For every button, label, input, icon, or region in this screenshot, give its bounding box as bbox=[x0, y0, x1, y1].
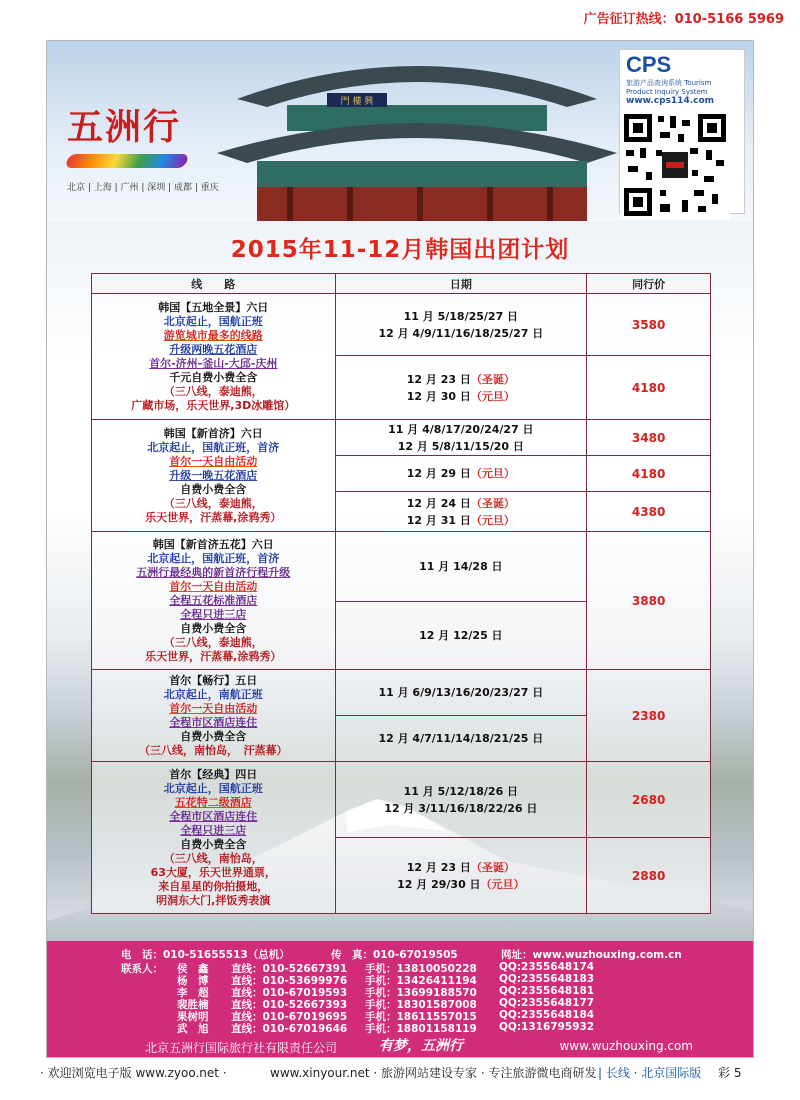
route-line: 自费小费全含 bbox=[180, 729, 247, 743]
page-number: 彩 5 bbox=[718, 1066, 742, 1080]
header-price: 同行价 bbox=[587, 274, 711, 294]
contact-mobile[interactable]: 手机：18801158119 bbox=[365, 1023, 477, 1035]
date-line bbox=[338, 876, 585, 893]
table-row bbox=[92, 532, 711, 602]
route-line: 全程只进三店 bbox=[180, 607, 247, 621]
date-cell bbox=[335, 762, 587, 838]
price-cell: 3480 bbox=[587, 420, 711, 456]
logo-cities: 北京 | 上海 | 广州 | 深圳 | 成都 | 重庆 bbox=[67, 183, 219, 193]
route-line: 五洲行最经典的新首济行程升级 bbox=[136, 565, 291, 579]
contact-person-row bbox=[47, 961, 753, 973]
route-cell bbox=[92, 670, 336, 762]
date-line bbox=[338, 421, 585, 438]
qr-code-icon[interactable] bbox=[620, 110, 730, 220]
contact-name: 侯 鑫 bbox=[177, 963, 209, 975]
site-label[interactable]: 网址：www.wuzhouxing.com.cn bbox=[501, 949, 682, 961]
route-line: 全程市区酒店连住 bbox=[169, 715, 258, 729]
contacts-label: 联系人： bbox=[121, 963, 163, 975]
route-line: 北京起止，国航正班 bbox=[163, 314, 263, 328]
date-text: 12 月 5/8/11/15/20 日 bbox=[397, 439, 524, 453]
route-line: 乐天世界，汗蒸幕,涂鸦秀） bbox=[145, 510, 282, 524]
route-line: 北京起止，国航正班 bbox=[163, 781, 263, 795]
route-line: 广藏市场，乐天世界,3D冰雕馆） bbox=[131, 398, 296, 412]
date-text: 12 月 29/30 日 bbox=[397, 877, 481, 891]
date-cell bbox=[335, 356, 587, 420]
ad-hotline: 广告征订热线：010-5166 5969 bbox=[583, 12, 784, 27]
contact-person-row bbox=[47, 985, 753, 997]
contact-direct-line[interactable]: 直线：010-53699976 bbox=[231, 975, 348, 987]
contact-name: 裴胜楠 bbox=[177, 999, 209, 1011]
route-line: 韩国【新首济五花】六日 bbox=[152, 537, 274, 551]
logo-swoosh bbox=[64, 154, 189, 168]
route-line: 自费小费全含 bbox=[180, 482, 247, 496]
route-line: 首尔一天自由活动 bbox=[169, 454, 258, 468]
price-cell: 4180 bbox=[587, 356, 711, 420]
route-line: （三八线，泰迪熊， bbox=[163, 384, 263, 398]
contact-direct-line[interactable]: 直线：010-67019695 bbox=[231, 1011, 348, 1023]
palace-image bbox=[217, 41, 617, 221]
contact-qq[interactable]: QQ:2355648174 bbox=[499, 961, 595, 973]
company-website[interactable]: www.wuzhouxing.com bbox=[559, 1039, 693, 1053]
company-name: 北京五洲行国际旅行社有限责任公司 bbox=[145, 1041, 338, 1055]
date-cell bbox=[335, 294, 587, 356]
contact-footer bbox=[47, 941, 753, 1058]
site-promo[interactable]: www.xinyour.net · 旅游网站建设专家 · 专注旅游微电商研发 bbox=[270, 1066, 597, 1080]
table-row bbox=[92, 762, 711, 838]
price-cell: 2680 bbox=[587, 762, 711, 838]
date-text: 11 月 14/28 日 bbox=[419, 560, 503, 573]
contact-mobile[interactable]: 手机：18611557015 bbox=[365, 1011, 477, 1023]
route-line: 明洞东大门,拌饭秀表演 bbox=[156, 893, 271, 907]
date-line bbox=[338, 308, 585, 325]
route-line: 游览城市最多的线路 bbox=[163, 328, 263, 342]
date-cell bbox=[335, 492, 587, 532]
date-line bbox=[338, 325, 585, 342]
date-cell bbox=[335, 456, 587, 492]
route-cell bbox=[92, 762, 336, 914]
header-banner bbox=[47, 41, 753, 221]
route-cell bbox=[92, 532, 336, 670]
route-line: 千元自费小费全含 bbox=[169, 370, 258, 384]
route-line: 首尔-济州-釜山-大邱-庆州 bbox=[149, 356, 278, 370]
date-line bbox=[338, 627, 585, 644]
date-line bbox=[338, 859, 585, 876]
date-line bbox=[338, 783, 585, 800]
date-text: 11 月 4/8/17/20/24/27 日 bbox=[388, 422, 534, 436]
route-line: 首尔【经典】四日 bbox=[169, 767, 258, 781]
route-line: 乐天世界，汗蒸幕,涂鸦秀） bbox=[145, 649, 282, 663]
palace-sign: 門 樓 興 bbox=[340, 97, 374, 107]
route-line: 北京起止，南航正班 bbox=[163, 687, 263, 701]
route-line: （三八线，南怡岛， bbox=[163, 851, 263, 865]
route-line: 五花特二级酒店 bbox=[174, 795, 252, 809]
date-cell bbox=[335, 670, 587, 716]
route-line: 来自星星的你拍摄地， bbox=[158, 879, 269, 893]
contact-qq[interactable]: QQ:2355648183 bbox=[499, 973, 595, 985]
contact-name: 武 旭 bbox=[177, 1023, 209, 1035]
date-text: 12 月 23 日 bbox=[406, 372, 471, 386]
route-line: （三八线，泰迪熊， bbox=[163, 635, 263, 649]
contact-qq[interactable]: QQ:2355648181 bbox=[499, 985, 595, 997]
route-line: 北京起止，国航正班，首济 bbox=[147, 551, 280, 565]
price-cell: 2880 bbox=[587, 838, 711, 914]
date-text: 12 月 31 日 bbox=[406, 513, 471, 527]
date-cell bbox=[335, 532, 587, 602]
date-text: 12 月 30 日 bbox=[406, 389, 471, 403]
route-cell bbox=[92, 420, 336, 532]
route-line: 北京起止，国航正班，首济 bbox=[147, 440, 280, 454]
contact-mobile[interactable]: 手机：13426411194 bbox=[365, 975, 477, 987]
date-cell bbox=[335, 716, 587, 762]
cps-qr-block bbox=[619, 49, 745, 214]
route-line: 首尔一天自由活动 bbox=[169, 579, 258, 593]
header-route: 线 路 bbox=[92, 274, 336, 294]
price-cell: 4180 bbox=[587, 456, 711, 492]
route-cell bbox=[92, 294, 336, 420]
holiday-note: （元旦） bbox=[480, 877, 525, 891]
date-cell bbox=[335, 602, 587, 670]
price-cell: 2380 bbox=[587, 670, 711, 762]
edition-label: | 长线 · 北京国际版 bbox=[598, 1066, 702, 1080]
contact-name: 果树明 bbox=[177, 1011, 209, 1023]
date-line bbox=[338, 558, 585, 575]
logo-text: 五洲行 bbox=[67, 106, 182, 148]
date-cell bbox=[335, 420, 587, 456]
main-phone: 电 话：010-51655513（总机） bbox=[121, 949, 290, 961]
date-line bbox=[338, 684, 585, 701]
table-row bbox=[92, 294, 711, 356]
cps-subtitle: 旅游产品查询系统 Tourism Product Inquiry System bbox=[626, 79, 712, 96]
contact-direct-line[interactable]: 直线：010-67019646 bbox=[231, 1023, 348, 1035]
price-cell: 4380 bbox=[587, 492, 711, 532]
date-text: 12 月 29 日 bbox=[406, 467, 471, 480]
holiday-note: （圣诞） bbox=[470, 372, 515, 386]
date-line bbox=[338, 512, 585, 529]
cps-url[interactable]: www.cps114.com bbox=[626, 96, 715, 106]
contact-qq[interactable]: QQ:2355648184 bbox=[499, 1009, 595, 1021]
route-line: 首尔一天自由活动 bbox=[169, 701, 258, 715]
contact-direct-line[interactable]: 直线：010-67019593 bbox=[231, 987, 348, 999]
contact-direct-line[interactable]: 直线：010-52667391 bbox=[231, 963, 348, 975]
route-line: 自费小费全含 bbox=[180, 621, 247, 635]
contact-qq[interactable]: QQ:2355648177 bbox=[499, 997, 595, 1009]
route-line: 升级一晚五花酒店 bbox=[169, 468, 258, 482]
contact-person-row bbox=[47, 973, 753, 985]
date-text: 11 月 5/18/25/27 日 bbox=[403, 309, 519, 323]
route-line: （三八线，泰迪熊， bbox=[163, 496, 263, 510]
date-text: 12 月 4/7/11/14/18/21/25 日 bbox=[378, 732, 544, 745]
contact-direct-line[interactable]: 直线：010-52667393 bbox=[231, 999, 348, 1011]
date-text: 11 月 6/9/13/16/20/23/27 日 bbox=[378, 686, 544, 699]
contact-name: 李 超 bbox=[177, 987, 209, 999]
route-line: （三八线，南怡岛， 汗蒸幕） bbox=[139, 743, 288, 757]
contact-mobile[interactable]: 手机：13699188570 bbox=[365, 987, 477, 999]
route-line: 韩国【五地全景】六日 bbox=[158, 300, 269, 314]
route-line: 首尔【畅行】五日 bbox=[169, 673, 258, 687]
route-line: 63大厦，乐天世界通票， bbox=[150, 865, 276, 879]
date-line bbox=[338, 495, 585, 512]
route-line: 自费小费全含 bbox=[180, 837, 247, 851]
contact-main-row bbox=[47, 947, 753, 959]
holiday-note: （元旦） bbox=[470, 513, 515, 527]
contact-name: 杨 博 bbox=[177, 975, 209, 987]
date-line bbox=[338, 438, 585, 455]
price-cell: 3880 bbox=[587, 532, 711, 670]
holiday-note: （元旦） bbox=[470, 389, 515, 403]
page-frame bbox=[46, 40, 754, 1058]
route-line: 升级两晚五花酒店 bbox=[169, 342, 258, 356]
date-text: 11 月 5/12/18/26 日 bbox=[403, 784, 519, 798]
date-text: 12 月 12/25 日 bbox=[419, 629, 503, 642]
route-line: 全程市区酒店连住 bbox=[169, 809, 258, 823]
contact-mobile[interactable]: 手机：13810050228 bbox=[365, 963, 477, 975]
header-date: 日期 bbox=[335, 274, 587, 294]
tour-plan-table bbox=[91, 273, 711, 914]
route-line: 全程只进三店 bbox=[180, 823, 247, 837]
holiday-note: （元旦） bbox=[470, 467, 515, 480]
table-header-row bbox=[92, 274, 711, 294]
date-line bbox=[338, 465, 585, 482]
fax: 传 真：010-67019505 bbox=[331, 949, 458, 961]
route-line: 韩国【新首济】六日 bbox=[163, 426, 263, 440]
date-text: 12 月 3/11/16/18/22/26 日 bbox=[384, 801, 538, 815]
brand-logo bbox=[67, 99, 227, 199]
contact-person-row bbox=[47, 1021, 753, 1033]
holiday-note: （圣诞） bbox=[470, 496, 515, 510]
company-slogan: 有梦，五洲行 bbox=[379, 1038, 463, 1054]
date-line bbox=[338, 800, 585, 817]
date-text: 12 月 4/9/11/16/18/25/27 日 bbox=[378, 326, 544, 340]
contact-person-row bbox=[47, 1009, 753, 1021]
page-title: 2015年11-12月韩国出团计划 bbox=[230, 237, 570, 263]
table-row bbox=[92, 420, 711, 456]
price-cell: 3580 bbox=[587, 294, 711, 356]
date-text: 12 月 23 日 bbox=[406, 860, 471, 874]
date-line bbox=[338, 388, 585, 405]
date-text: 12 月 24 日 bbox=[406, 496, 471, 510]
contact-mobile[interactable]: 手机：18301587008 bbox=[365, 999, 477, 1011]
date-cell bbox=[335, 838, 587, 914]
contact-person-row bbox=[47, 997, 753, 1009]
e-edition-link[interactable]: · 欢迎浏览电子版 www.zyoo.net · bbox=[40, 1066, 227, 1080]
route-line: 全程五花标准酒店 bbox=[169, 593, 258, 607]
date-line bbox=[338, 371, 585, 388]
date-line bbox=[338, 730, 585, 747]
holiday-note: （圣诞） bbox=[470, 860, 515, 874]
contact-qq[interactable]: QQ:1316795932 bbox=[499, 1021, 595, 1033]
table-row bbox=[92, 670, 711, 716]
cps-logo: CPS bbox=[626, 52, 672, 77]
